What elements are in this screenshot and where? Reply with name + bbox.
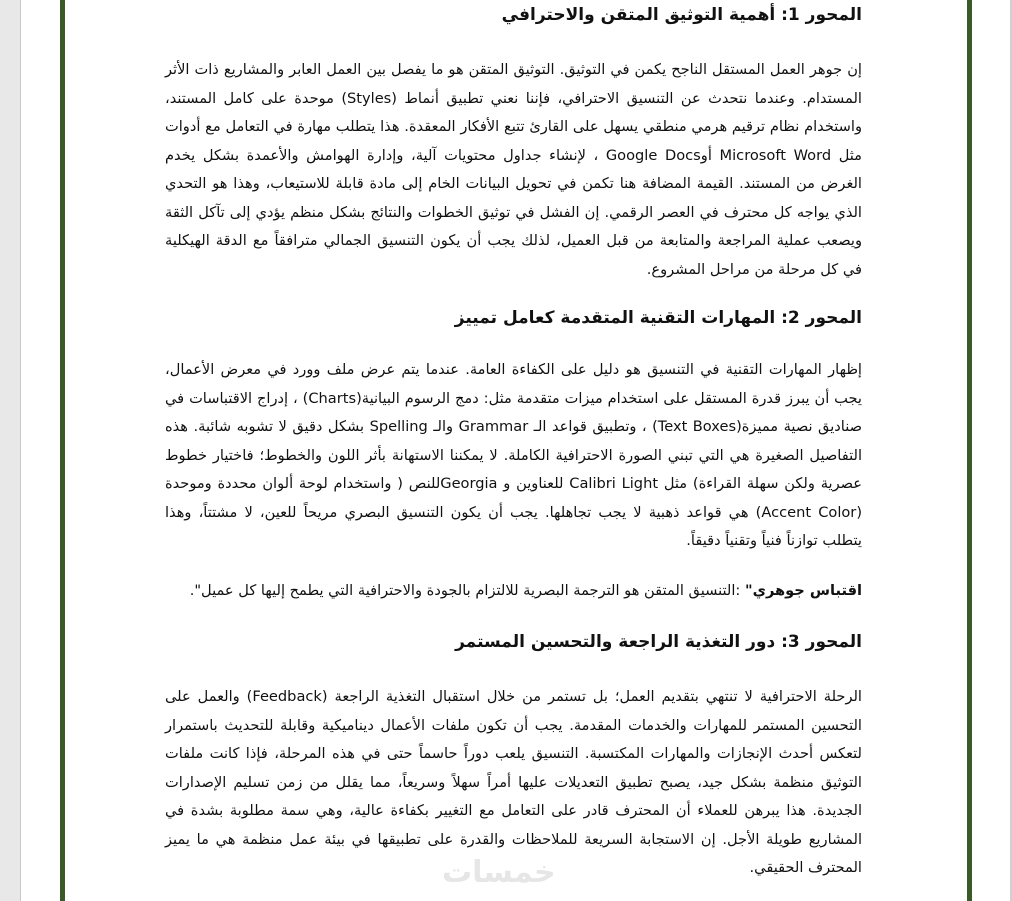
page-border-right [967,0,972,901]
section-3-paragraph: الرحلة الاحترافية لا تنتهي بتقديم العمل؛ بل تستمر من خلال استقبال التغذية الراجعة (Feedback) والعمل على التحسين المستمر للمهارات والخدمات المقدمة. يجب أن تكون ملفات الأعمال ديناميكية وقابلة للتحديث باستمرار لتعكس أحدث الإنجازات والمهارات المكتسبة. التنسيق يلعب دوراً حاسماً حتى في هذه المرحلة، فإذا كانت ملفات التوثيق منظمة بشكل جيد، يصبح تطبيق التعديلات عليها أمراً سهلاً وسريعاً، مما يقلل من زمن تسليم الإصدارات الجديدة. هذا يبرهن للعملاء أن المحترف قادر على التعامل مع التغيير بكفاءة عالية، وهي سمة مطلوبة بشدة في المشاريع طويلة الأجل. إن الاستجابة السريعة للملاحظات والقدرة على تطبيقها في بيئة عمل منظمة هي ما يميز المحترف الحقيقي. [165,688,862,876]
section-3-heading: المحور 3: دور التغذية الراجعة والتحسين المستمر [455,632,862,652]
section-2-heading: المحور 2: المهارات التقنية المتقدمة كعامل تمييز [454,308,862,328]
section-2-paragraph: إظهار المهارات التقنية في التنسيق هو دليل على الكفاءة العامة. عندما يتم عرض ملف وورد في معرض الأعمال، يجب أن يبرز قدرة المستقل على استخدام ميزات متقدمة مثل: دمج الرسوم البيانية(Charts) ، إدراج الاقتباسات في صناديق نصية مميزة(Text Boxes) ، وتطبيق قواعد الـ Grammar والـ Spelling بشكل دقيق لا تشوبه شائبة. هذه التفاصيل الصغيرة هي التي تبني الصورة الاحترافية الكاملة. لا يمكننا الاستهانة بأثر اللون والخطوط؛ فاختيار خطوط عصرية ولكن سهلة القراءة) مثل Calibri Light للعناوين و Georgiaللنص ( واستخدام لوحة ألوان محددة وموحدة (Accent Color) هي قواعد ذهبية لا يجب تجاهلها. يجب أن يكون التنسيق البصري مريحاً للعين، لا مشتتاً، وهذا يتطلب توازناً فنياً وتقنياً دقيقاً. [165,361,863,549]
quote-text: :التنسيق المتقن هو الترجمة البصرية للالتزام بالجودة والاحترافية التي يطمح إليها كل عميل". [189,582,745,599]
left-margin-gutter [0,0,21,901]
key-quote [165,577,862,606]
quote-label: اقتباس جوهري" [744,582,862,599]
section-1-paragraph: إن جوهر العمل المستقل الناجح يكمن في التوثيق. التوثيق المتقن هو ما يفصل بين العمل العابر والمشاريع ذات الأثر المستدام. وعندما نتحدث عن التنسيق الاحترافي، فإننا نعني تطبيق أنماط (Styles) موحدة على كامل المستند، واستخدام نظام ترقيم هرمي منطقي يسهل على القارئ تتبع الأفكار المعقدة. هذا يتطلب مهارة في التعامل مع أدوات مثل Microsoft Word أوGoogle Docs ، لإنشاء جداول محتويات آلية، وإدارة الهوامش والأعمدة بشكل يخدم الغرض من المستند. القيمة المضافة هنا تكمن في تحويل البيانات الخام إلى مادة قابلة للاستيعاب، وهذا هو التحدي الذي يواجه كل محترف في العصر الرقمي. إن الفشل في توثيق الخطوات والنتائج بشكل منظم يؤدي إلى تآكل الثقة ويصعب عملية المراجعة والمتابعة من قبل العميل، لذلك يجب أن يكون التنسيق الجمالي مترافقاً مع الدقة الهيكلية في كل مرحلة من مراحل المشروع. [165,61,863,278]
page-border-left [60,0,65,901]
section-1-heading: المحور 1: أهمية التوثيق المتقن والاحترافي [501,5,862,25]
watermark-logo: خمسات [442,855,556,890]
